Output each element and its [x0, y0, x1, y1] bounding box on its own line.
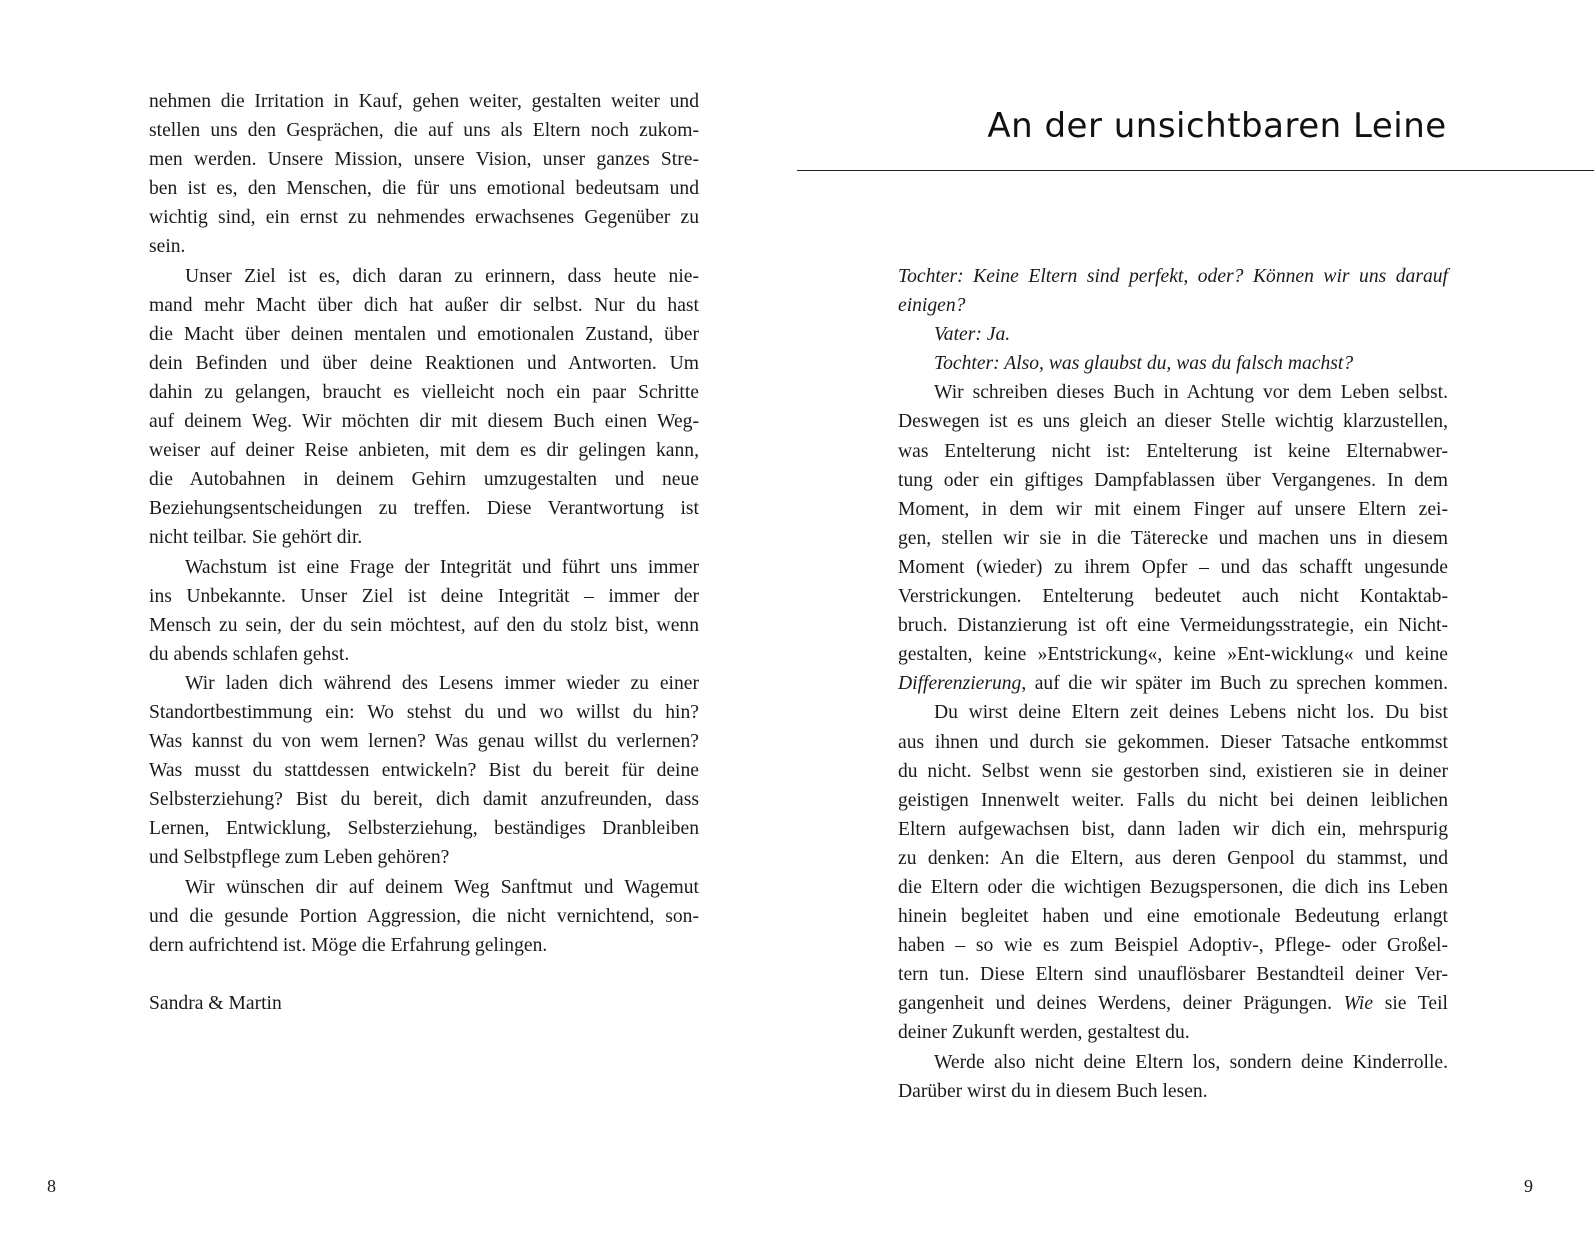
text-line: tern tun. Diese Eltern sind unauflösbarer Bestandteil deiner Ver- [898, 964, 1448, 986]
dialogue-line: Tochter: Also, was glaubst du, was du falsch machst? [934, 353, 1354, 375]
text-line: Du wirst deine Eltern zeit deines Lebens nicht los. Du bist [934, 702, 1448, 724]
paragraph [149, 873, 699, 960]
text-line: Moment, in dem wir mit einem Finger auf unsere Eltern zei- [898, 498, 1448, 520]
text-line: weiser auf deiner Reise anbieten, mit dem es dir gelingen kann, [149, 440, 699, 462]
text-line: Verstrickungen. Entelterung bedeutet auch nicht Kontaktab- [898, 586, 1448, 608]
text-line: stellen uns den Gesprächen, die auf uns als Eltern noch zukom- [149, 120, 699, 142]
text-line: wichtig sind, ein ernst zu nehmendes erwachsenes Gegenüber zu [149, 207, 699, 229]
dialogue-paragraph [898, 262, 1448, 320]
dialogue-line: Vater: Ja. [934, 324, 1011, 346]
text-line: geistigen Innenwelt weiter. Falls du nicht bei deinen leiblichen [898, 789, 1448, 811]
right-page-text-column [898, 262, 1448, 1106]
text-line: Unser Ziel ist es, dich daran zu erinnern, dass heute nie- [185, 265, 699, 287]
text-line [898, 669, 1448, 698]
text-fragment: gangenheit und deines Werdens, deiner Prägungen. [898, 993, 1344, 1015]
dialogue-paragraph [898, 349, 1448, 378]
text-line: dern aufrichtend ist. Möge die Erfahrung gelingen. [149, 934, 548, 956]
text-line: Wir schreiben dieses Buch in Achtung vor dem Leben selbst. [934, 382, 1448, 404]
text-line: Wachstum ist eine Frage der Integrität und führt uns immer [185, 556, 699, 578]
paragraph [149, 669, 699, 873]
text-fragment: , auf die wir später im Buch zu sprechen kommen. [1021, 673, 1448, 695]
text-line: Darüber wirst du in diesem Buch lesen. [898, 1080, 1208, 1102]
text-line: was Entelterung nicht ist: Entelterung ist keine Elternabwer- [898, 440, 1448, 462]
text-line: die Autobahnen in deinem Gehirn umzugestalten und neue [149, 469, 699, 491]
text-line: haben – so wie es zum Beispiel Adoptiv-, Pflege- oder Großel- [898, 935, 1448, 957]
paragraph [149, 553, 699, 669]
text-fragment: sie Teil [1373, 993, 1448, 1015]
emphasis-term: Differenzierung [898, 673, 1022, 695]
paragraph-spacer [149, 960, 699, 989]
title-divider [797, 170, 1594, 171]
text-line: Wir laden dich während des Lesens immer wieder zu einer [185, 672, 699, 694]
signature: Sandra & Martin [149, 992, 282, 1014]
emphasis-term: Wie [1343, 993, 1374, 1015]
text-line: nehmen die Irritation in Kauf, gehen weiter, gestalten weiter und [149, 91, 699, 112]
text-line: aus ihnen und durch sie gekommen. Dieser Tatsache entkommst [898, 731, 1448, 753]
text-line: dein Befinden und über deine Reaktionen und Antworten. Um [149, 352, 699, 374]
right-page [797, 0, 1594, 1240]
dialogue-paragraph [898, 320, 1448, 349]
text-line: und Selbstpflege zum Leben gehören? [149, 847, 450, 869]
text-line: Standortbestimmung ein: Wo stehst du und wo willst du hin? [149, 701, 699, 723]
text-line: men werden. Unsere Mission, unsere Vision, unser ganzes Stre- [149, 149, 699, 171]
text-line: ben ist es, den Menschen, die für uns emotional bedeutsam und [149, 178, 699, 200]
text-line: auf deinem Weg. Wir möchten dir mit diesem Buch einen Weg- [149, 411, 699, 433]
text-line: die Macht über deinen mentalen und emotionalen Zustand, über [149, 323, 699, 345]
paragraph [149, 262, 699, 553]
text-line: hinein begleitet haben und eine emotionale Bedeutung erlangt [898, 906, 1448, 928]
text-line: Was musst du stattdessen entwickeln? Bist du bereit für deine [149, 760, 699, 782]
text-line: Was kannst du von wem lernen? Was genau willst du verlernen? [149, 731, 699, 753]
page-number-left: 8 [47, 1176, 56, 1196]
paragraph [898, 1048, 1448, 1106]
text-line: Deswegen ist es uns gleich an dieser Stelle wichtig klarzustellen, [898, 411, 1448, 433]
dialogue-line: Tochter: Keine Eltern sind perfekt, oder? Können wir uns darauf [898, 266, 1448, 287]
text-line: Moment (wieder) zu ihrem Opfer – und das schafft ungesunde [898, 556, 1448, 578]
text-line: dahin zu gelangen, braucht es vielleicht noch ein paar Schritte [149, 381, 699, 403]
text-line: Selbsterziehung? Bist du bereit, dich damit anzufreunden, dass [149, 789, 699, 811]
text-line: sein. [149, 236, 186, 258]
text-line: deiner Zukunft werden, gestaltest du. [898, 1022, 1190, 1044]
text-line: mand mehr Macht über dich hat außer dir selbst. Nur du hast [149, 294, 699, 316]
paragraph [898, 378, 1448, 698]
text-line: du nicht. Selbst wenn sie gestorben sind, existieren sie in deiner [898, 760, 1448, 782]
text-line: Mensch zu sein, der du sein möchtest, auf den du stolz bist, wenn [149, 614, 699, 636]
text-line: Wir wünschen dir auf deinem Weg Sanftmut und Wagemut [185, 876, 699, 898]
dialogue-line: einigen? [898, 295, 966, 317]
chapter-title: An der unsichtbaren Leine [987, 105, 1447, 146]
paragraph [898, 698, 1448, 1047]
text-line: Werde also nicht deine Eltern los, sondern deine Kinderrolle. [934, 1051, 1448, 1073]
left-page-text-column [149, 87, 699, 1018]
text-line [898, 989, 1448, 1018]
text-line: ins Unbekannte. Unser Ziel ist deine Integrität – immer der [149, 585, 699, 607]
text-line: bruch. Distanzierung ist oft eine Vermeidungsstrategie, ein Nicht- [898, 615, 1448, 637]
text-line: zu denken: An die Eltern, aus deren Genpool du stammst, und [898, 847, 1448, 869]
paragraph [149, 87, 699, 262]
text-line: gen, stellen wir sie in die Täterecke und machen uns in diesem [898, 527, 1448, 549]
text-line: du abends schlafen gehst. [149, 643, 350, 665]
text-line: Eltern aufgewachsen bist, dann laden wir dich ein, mehrspurig [898, 818, 1448, 840]
text-line: die Eltern oder die wichtigen Bezugspersonen, die dich ins Leben [898, 876, 1448, 898]
text-line: Lernen, Entwicklung, Selbsterziehung, beständiges Dranbleiben [149, 818, 699, 840]
page-number-right: 9 [1524, 1176, 1533, 1196]
text-line: nicht teilbar. Sie gehört dir. [149, 527, 363, 549]
text-line: und die gesunde Portion Aggression, die nicht vernichtend, son- [149, 905, 699, 927]
text-line: Beziehungsentscheidungen zu treffen. Diese Verantwortung ist [149, 498, 699, 520]
text-line: gestalten, keine »Entstrickung«, keine »Ent-wicklung« und keine [898, 644, 1448, 666]
text-line: tung oder ein giftiges Dampfablassen über Vergangenes. In dem [898, 469, 1448, 491]
